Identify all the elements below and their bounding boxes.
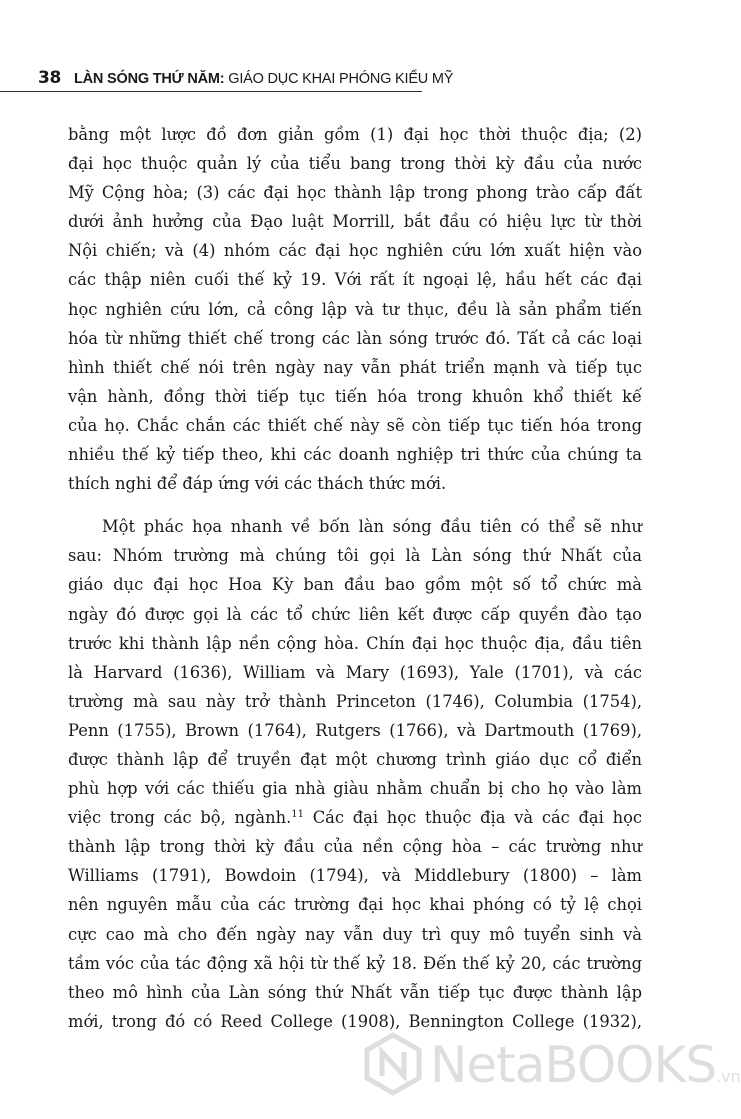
text-line: Nội chiến; và (4) nhóm các đại học nghiên cứu lớn xuất hiện vào: [68, 241, 642, 261]
text-line: Một phác họa nhanh về bốn làn sóng đầu tiên có thể sẽ như: [102, 517, 642, 537]
text-line: Penn (1755), Brown (1764), Rutgers (1766), và Dartmouth (1769),: [68, 720, 642, 740]
text-line: hình thiết chế nói trên ngày nay vẫn phát triển mạnh và tiếp tục: [68, 357, 642, 377]
text-line: đại học thuộc quản lý của tiểu bang trong thời kỳ đầu của nước: [68, 154, 642, 174]
text-line: của họ. Chắc chắn các thiết chế này sẽ còn tiếp tục tiến hóa trong: [68, 415, 642, 435]
page-header: [0, 64, 700, 96]
running-head-subtitle: GIÁO DỤC KHAI PHÓNG KIỂU MỸ: [224, 71, 454, 87]
paragraph-1: [68, 120, 642, 498]
text-line: cực cao mà cho đến ngày nay vẫn duy trì quy mô tuyển sinh và: [68, 924, 642, 944]
text-line: giáo dục đại học Hoa Kỳ ban đầu bao gồm một số tổ chức mà: [68, 575, 642, 595]
text-line: thích nghi để đáp ứng với các thách thức mới.: [68, 474, 447, 494]
publisher-watermark: [362, 1030, 741, 1102]
text-line: hóa từ những thiết chế trong các làn sóng trước đó. Tất cả các loại: [68, 328, 642, 348]
paragraph-2: [68, 512, 642, 1036]
text-line: sau: Nhóm trường mà chúng tôi gọi là Làn sóng thứ Nhất của: [68, 546, 642, 566]
text-line: phù hợp với các thiếu gia nhà giàu nhằm chuẩn bị cho họ vào làm: [68, 779, 642, 799]
text-line: nhiều thế kỷ tiếp theo, khi các doanh nghiệp tri thức của chúng ta: [68, 445, 642, 465]
text-line: trường mà sau này trở thành Princeton (1746), Columbia (1754),: [68, 691, 642, 711]
running-head-part-title: LÀN SÓNG THỨ NĂM:: [74, 71, 225, 87]
paragraph-gap: [68, 498, 642, 512]
text-line: được thành lập để truyền đạt một chương trình giáo dục cổ điển: [68, 749, 642, 769]
text-line: là Harvard (1636), William và Mary (1693), Yale (1701), và các: [68, 662, 642, 682]
book-logo-icon: [362, 1032, 424, 1096]
text-line: theo mô hình của Làn sóng thứ Nhất vẫn tiếp tục được thành lập: [68, 982, 642, 1002]
text-line: ngày đó được gọi là các tổ chức liên kết được cấp quyền đào tạo: [68, 604, 642, 624]
text-line: thành lập trong thời kỳ đầu của nền cộng hòa – các trường như: [68, 837, 642, 857]
text-segment: Các đại học thuộc địa và các đại học: [303, 808, 642, 828]
text-line: nên nguyên mẫu của các trường đại học khai phóng có tỷ lệ chọi: [68, 895, 642, 915]
text-line: dưới ảnh hưởng của Đạo luật Morrill, bắt đầu có hiệu lực từ thời: [68, 212, 642, 232]
page-number: 38: [38, 68, 62, 88]
body-text: [68, 120, 642, 1036]
text-line: Williams (1791), Bowdoin (1794), và Middlebury (1800) – làm: [68, 866, 642, 886]
watermark-brand: NetaBOOKS: [430, 1036, 717, 1094]
text-line-with-footnote: [68, 803, 642, 832]
text-line: mới, trong đó có Reed College (1908), Bennington College (1932),: [68, 1011, 642, 1031]
footnote-reference[interactable]: 11: [291, 809, 304, 821]
header-rule: [0, 91, 422, 92]
text-line: học nghiên cứu lớn, cả công lập và tư thục, đều là sản phẩm tiến: [68, 299, 642, 319]
watermark-domain-suffix: .vn: [716, 1067, 741, 1086]
running-head: [74, 71, 453, 87]
text-segment: việc trong các bộ, ngành.: [68, 808, 292, 828]
text-line: trước khi thành lập nền cộng hòa. Chín đại học thuộc địa, đầu tiên: [68, 633, 642, 653]
text-line: bằng một lược đồ đơn giản gồm (1) đại học thời thuộc địa; (2): [68, 125, 642, 144]
watermark-text: [430, 1036, 741, 1094]
text-line: Mỹ Cộng hòa; (3) các đại học thành lập trong phong trào cấp đất: [68, 183, 642, 203]
text-line: tầm vóc của tác động xã hội từ thế kỷ 18. Đến thế kỷ 20, các trường: [68, 953, 642, 973]
text-line: vận hành, đồng thời tiếp tục tiến hóa trong khuôn khổ thiết kế: [68, 386, 642, 406]
text-line: các thập niên cuối thế kỷ 19. Với rất ít ngoại lệ, hầu hết các đại: [68, 270, 642, 290]
